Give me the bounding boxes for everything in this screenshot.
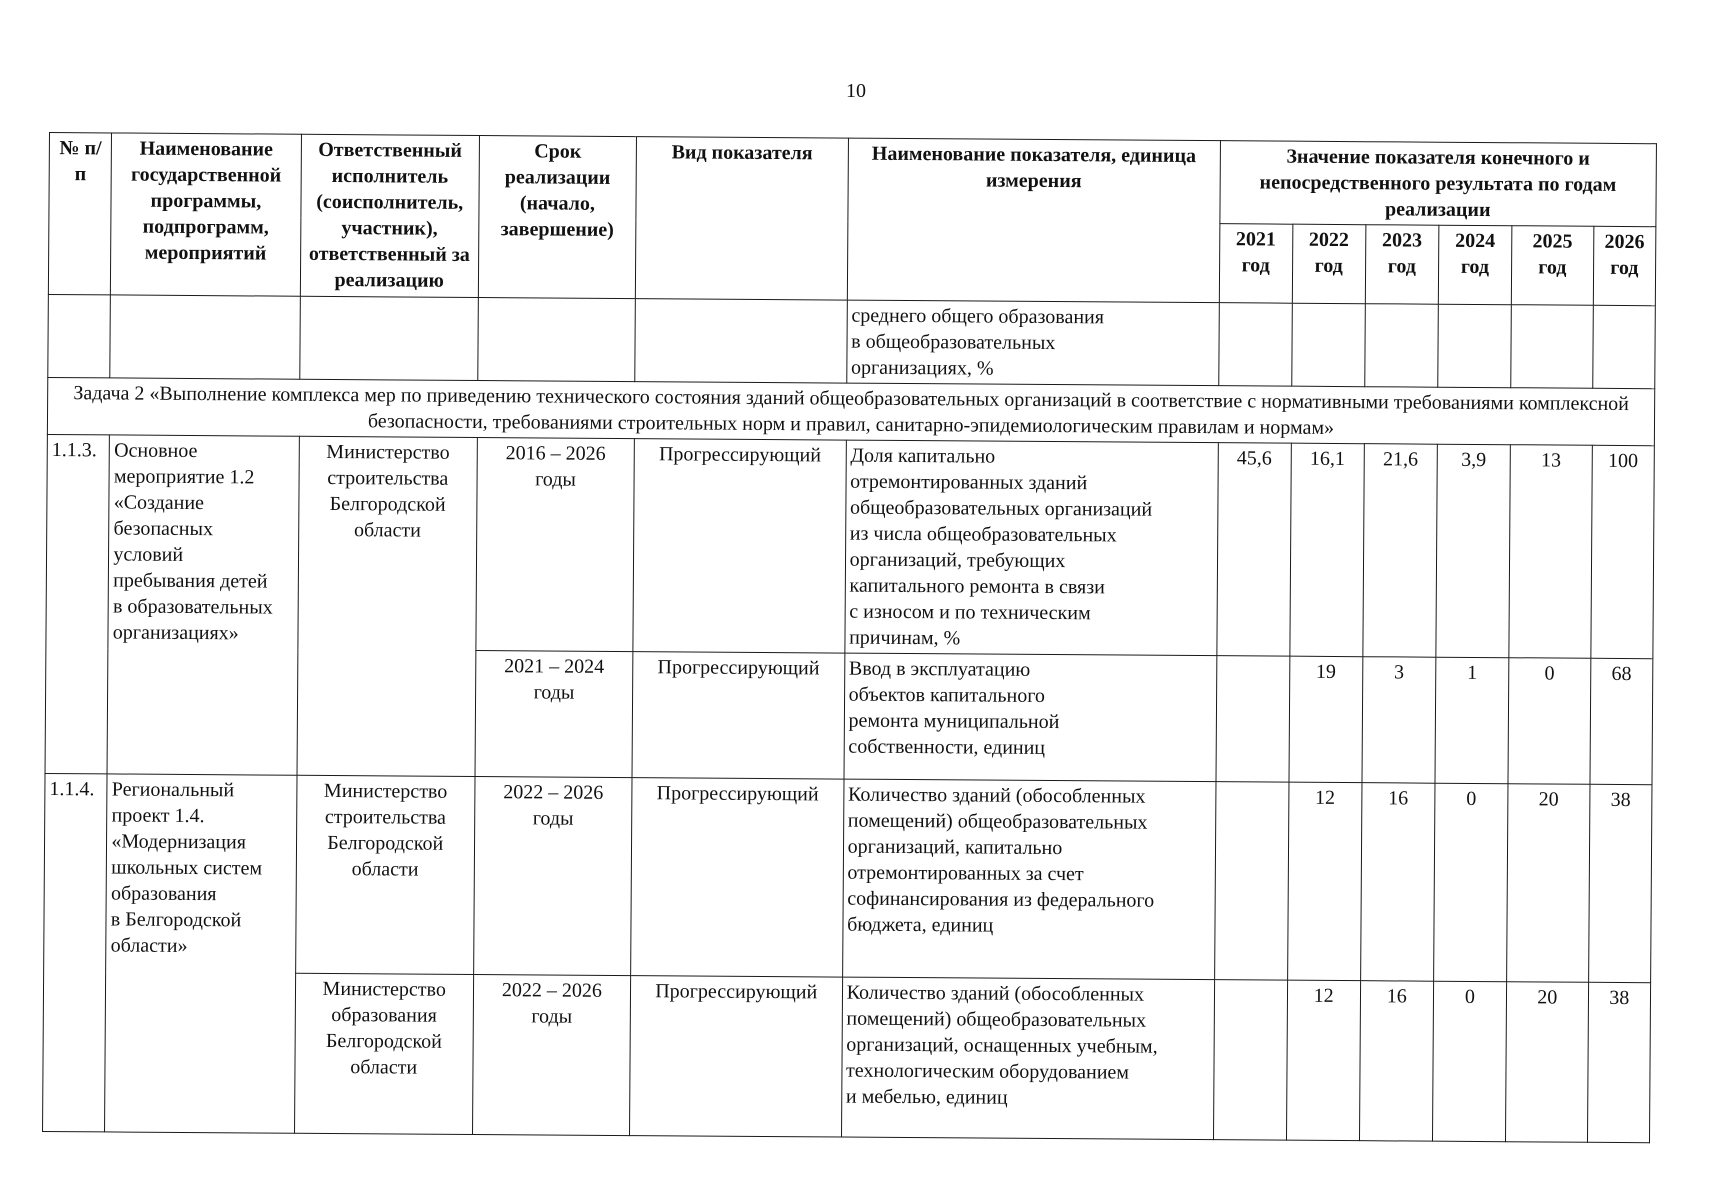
period: 2021 – 2024 годы <box>475 650 633 777</box>
header-executor: Ответственный исполнитель (соисполнитель, участник), ответственный за реализацию <box>300 134 480 297</box>
indicator-type: Прогрессирующий <box>632 652 845 779</box>
cont-value-cell <box>1438 304 1512 388</box>
row-number: 1.1.4. <box>43 773 108 1131</box>
table-row-1-1-3 <box>46 434 1654 658</box>
cont-program-cell <box>110 295 300 379</box>
header-indicator-name: Наименование показателя, единица измерения <box>847 138 1220 303</box>
value-2026: 38 <box>1587 982 1651 1142</box>
indicators-table <box>42 132 1657 1143</box>
header-year-2025: 2025 год <box>1511 226 1593 306</box>
header-program: Наименование государственной программы, подпрограмм, мероприятий <box>111 133 301 296</box>
value-2021 <box>1213 980 1287 1141</box>
indicator-type: Прогрессирующий <box>630 778 843 977</box>
executor: Министерство строительства Белгородской области <box>295 775 475 974</box>
value-2024: 3,9 <box>1436 444 1511 658</box>
indicator-type: Прогрессирующий <box>629 976 842 1137</box>
indicator-name: Ввод в эксплуатацию объектов капитального ремонта муниципальной собственности, единиц <box>844 653 1217 782</box>
cont-executor-cell <box>299 296 478 380</box>
value-2022: 19 <box>1289 656 1363 783</box>
value-2025: 13 <box>1509 445 1592 659</box>
program-name: Основное мероприятие 1.2 «Создание безопасных условий пребывания детей в образовательных организациях» <box>107 435 299 775</box>
executor: Министерство строительства Белгородской области <box>297 436 478 776</box>
header-year-2024: 2024 год <box>1438 225 1512 305</box>
cont-period-cell <box>478 298 636 382</box>
indicator-name: Количество зданий (обособленных помещений) общеобразовательных организаций, оснащенных учебным, технологическим оборудованием и мебелью, единиц <box>841 977 1214 1140</box>
value-2024: 0 <box>1433 783 1507 982</box>
cont-indicator-name: среднего общего образования в общеобразовательных организациях, % <box>846 300 1218 386</box>
period: 2022 – 2026 годы <box>472 974 630 1135</box>
header-row-1 <box>49 133 1657 227</box>
value-2022: 16,1 <box>1289 443 1364 657</box>
value-2026: 38 <box>1588 784 1652 982</box>
value-2026: 68 <box>1590 658 1653 784</box>
period: 2022 – 2026 годы <box>474 776 632 975</box>
value-2022: 12 <box>1286 980 1360 1141</box>
task-2-text: Задача 2 «Выполнение комплекса мер по приведению технического состояния зданий общеобразовательных организаций в соответствие с нормативными требованиями комплексной безопасности, требованиями строительных норм и правил, санитарно-эпидемиологическим правилам и нормам» <box>47 377 1654 445</box>
value-2024: 1 <box>1435 657 1509 784</box>
cont-num-cell <box>48 294 111 377</box>
value-2021: 45,6 <box>1216 443 1291 657</box>
cont-value-cell <box>1592 305 1655 388</box>
header-year-2022: 2022 год <box>1292 224 1366 304</box>
header-indicator-type: Вид показателя <box>635 137 848 300</box>
period: 2016 – 2026 годы <box>476 437 634 651</box>
cont-value-cell <box>1291 303 1365 387</box>
cont-value-cell <box>1364 304 1438 388</box>
value-2021 <box>1216 656 1290 783</box>
value-2023: 21,6 <box>1363 444 1438 658</box>
cont-value-cell <box>1218 303 1292 387</box>
row-number: 1.1.3. <box>45 434 110 773</box>
cont-type-cell <box>635 299 847 383</box>
program-name: Региональный проект 1.4. «Модернизация школьных систем образования в Белгородской области» <box>105 774 297 1133</box>
value-2023: 16 <box>1359 981 1433 1142</box>
indicator-name: Доля капитально отремонтированных зданий общеобразовательных организаций из числа общеобразовательных организаций, требующих капитального ремонта в связи с износом и по техническим причинам, % <box>845 440 1218 656</box>
value-2023: 3 <box>1362 657 1436 784</box>
indicator-name: Количество зданий (обособленных помещений) общеобразовательных организаций, капитально отремонтированных за счет софинансирования из федерального бюджета, единиц <box>842 779 1215 980</box>
header-num: № п/п <box>48 133 111 295</box>
value-2025: 0 <box>1508 658 1591 785</box>
cont-value-cell <box>1511 305 1593 389</box>
value-2022: 12 <box>1287 782 1361 981</box>
value-2026: 100 <box>1590 445 1654 658</box>
page-number: 10 <box>846 80 866 102</box>
indicator-type: Прогрессирующий <box>633 439 846 653</box>
header-year-2021: 2021 год <box>1219 224 1293 304</box>
header-year-2026: 2026 год <box>1593 226 1656 305</box>
value-2024: 0 <box>1432 981 1506 1142</box>
value-2025: 20 <box>1505 982 1588 1143</box>
header-values-group: Значение показателя конечного и непосредственного результата по годам реализации <box>1219 141 1656 227</box>
value-2023: 16 <box>1360 783 1434 982</box>
header-period: Срок реализации (начало, завершение) <box>478 136 636 299</box>
continuation-row <box>48 294 1656 388</box>
value-2025: 20 <box>1507 784 1590 983</box>
table-row-1-1-4 <box>44 773 1652 982</box>
executor: Министерство образования Белгородской области <box>294 973 474 1134</box>
header-year-2023: 2023 год <box>1365 225 1439 305</box>
value-2021 <box>1214 782 1288 981</box>
